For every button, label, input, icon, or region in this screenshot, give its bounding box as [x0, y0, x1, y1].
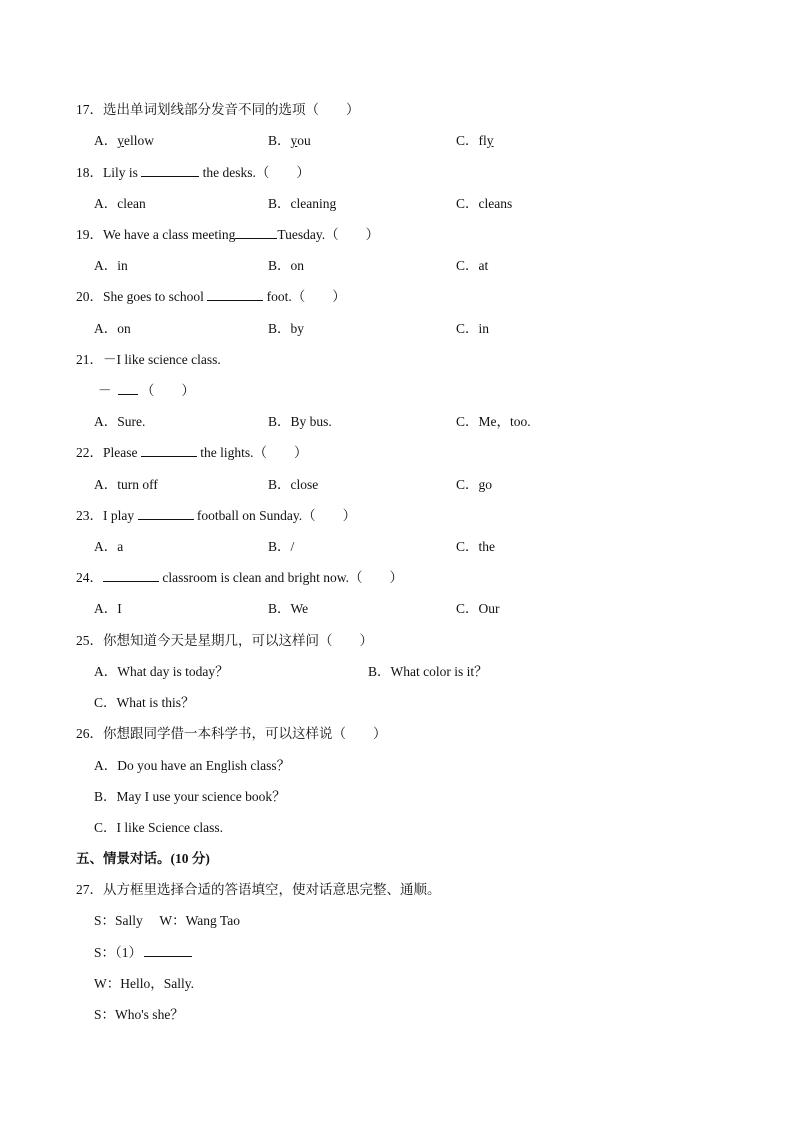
q18-option-b[interactable]: B．cleaning [268, 196, 337, 211]
q19-option-a[interactable]: A．in [94, 258, 128, 273]
answer-blank [235, 226, 277, 239]
dialogue-roles: S：Sally W：Wang Tao [94, 913, 240, 928]
question-26-stem: 26．你想跟同学借一本科学书，可以这样说（ ） [76, 726, 387, 741]
q20-option-a[interactable]: A．on [94, 321, 131, 336]
section-5-heading: 五、情景对话。(10 分) [76, 851, 210, 866]
q21-option-a[interactable]: A．Sure. [94, 414, 146, 429]
stem-text: 23．I play [76, 508, 138, 523]
stem-text: Tuesday.（ ） [277, 227, 380, 242]
q26-option-a[interactable]: A．Do you have an English class？ [94, 758, 291, 773]
option-text: fl [478, 133, 487, 148]
question-23-stem [76, 507, 356, 525]
answer-blank [144, 944, 192, 957]
q19-option-b[interactable]: B．on [268, 258, 305, 273]
q24-option-a[interactable]: A．I [94, 601, 122, 616]
stem-text: the lights.（ ） [196, 445, 308, 460]
question-21-stem: 21．－I like science class. [76, 352, 221, 367]
stem-text: football on Sunday.（ ） [193, 508, 357, 523]
question-22-stem [76, 444, 308, 462]
dialogue-text: S：（1） [94, 945, 143, 960]
stem-text: － [98, 383, 112, 398]
dialogue-line-s2: S：Who's she？ [94, 1007, 184, 1022]
q24-option-c[interactable]: C．Our [456, 601, 500, 616]
q19-option-c[interactable]: C．at [456, 258, 489, 273]
q17-option-b[interactable] [268, 132, 311, 150]
q22-option-c[interactable]: C．go [456, 477, 493, 492]
q26-option-b[interactable]: B．May I use your science book？ [94, 789, 286, 804]
stem-text: （ ） [137, 383, 195, 398]
stem-text: the desks.（ ） [199, 165, 310, 180]
answer-blank [103, 569, 159, 582]
stem-text: 24． [76, 570, 103, 585]
q17-option-a[interactable] [94, 132, 154, 150]
question-21-reply-line [98, 382, 195, 400]
option-text: ou [297, 133, 311, 148]
q21-option-c[interactable]: C．Me，too. [456, 414, 531, 429]
q18-option-c[interactable]: C．cleans [456, 196, 513, 211]
q21-option-b[interactable]: B．By bus. [268, 414, 332, 429]
dialogue-line-w1: W：Hello，Sally. [94, 976, 194, 991]
q24-option-b[interactable]: B．We [268, 601, 309, 616]
stem-text: 20．She goes to school [76, 289, 208, 304]
option-letter: A． [94, 133, 118, 148]
answer-blank [138, 507, 194, 520]
q23-option-c[interactable]: C．the [456, 539, 495, 554]
answer-blank [141, 444, 197, 457]
q20-option-c[interactable]: C．in [456, 321, 490, 336]
answer-blank [207, 288, 263, 301]
q22-option-a[interactable]: A．turn off [94, 477, 158, 492]
q18-option-a[interactable]: A．clean [94, 196, 146, 211]
q26-option-c[interactable]: C．I like Science class. [94, 820, 223, 835]
question-17-stem: 17．选出单词划线部分发音不同的选项（ ） [76, 102, 360, 117]
option-letter: B． [268, 133, 291, 148]
stem-text: 22．Please [76, 445, 141, 460]
q25-option-b[interactable]: B．What color is it？ [368, 664, 488, 679]
question-27-stem: 27．从方框里选择合适的答语填空，使对话意思完整、通顺。 [76, 882, 441, 897]
option-text: ellow [124, 133, 154, 148]
q25-option-a[interactable]: A．What day is today？ [94, 664, 229, 679]
stem-text: 19．We have a class meeting [76, 227, 236, 242]
question-24-stem [76, 569, 403, 587]
question-20-stem [76, 288, 346, 306]
stem-text: classroom is clean and bright now.（ ） [159, 570, 403, 585]
stem-text: foot.（ ） [263, 289, 346, 304]
stem-text: 18．Lily is [76, 165, 142, 180]
underlined-letter: y [486, 133, 494, 148]
underlined-letter: y [117, 133, 124, 148]
answer-blank [141, 164, 199, 177]
question-25-stem: 25．你想知道今天是星期几，可以这样问（ ） [76, 633, 373, 648]
question-19-stem [76, 226, 379, 244]
question-18-stem [76, 164, 310, 182]
q20-option-b[interactable]: B．by [268, 321, 305, 336]
q25-option-c[interactable]: C．What is this？ [94, 695, 195, 710]
option-letter: C． [456, 133, 479, 148]
underlined-letter: y [290, 133, 298, 148]
q17-option-c[interactable] [456, 132, 494, 150]
answer-blank [118, 382, 138, 395]
q22-option-b[interactable]: B．close [268, 477, 319, 492]
q23-option-b[interactable]: B．/ [268, 539, 295, 554]
dialogue-line-s1 [94, 944, 192, 962]
q23-option-a[interactable]: A．a [94, 539, 124, 554]
